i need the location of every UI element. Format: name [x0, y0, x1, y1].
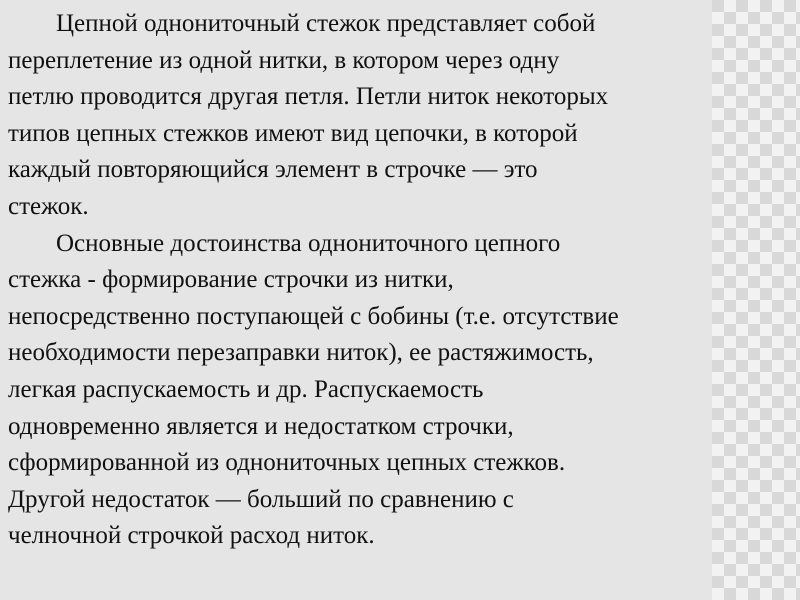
text-block — [8, 6, 770, 555]
paragraph-chain-stitch-definition: Цепной однониточный стежок представляет собой переплетение из одной нитки, в котором через одну петлю проводится другая петля. Петли ниток некоторых типов цепных стежков имеют вид цепочки, в которой каждый повторяющийся элемент в строчке — это стежок. — [8, 10, 609, 220]
decorative-pattern-strip — [712, 0, 800, 600]
paragraph-advantages-and-disadvantages: Основные достоинства однониточного цепного стежка - формирование строчки из нитки, непосредственно поступающей с бобины (т.е. отсутствие необходимости перезаправки ниток), ее растяжимость, легкая распускаемость и др. Распускаемость одновременно является и недостатком строчки, сформированной из однониточных цепных стежков. Другой недостаток — больший по сравнению с челночной строчкой расход ниток. — [8, 229, 619, 550]
